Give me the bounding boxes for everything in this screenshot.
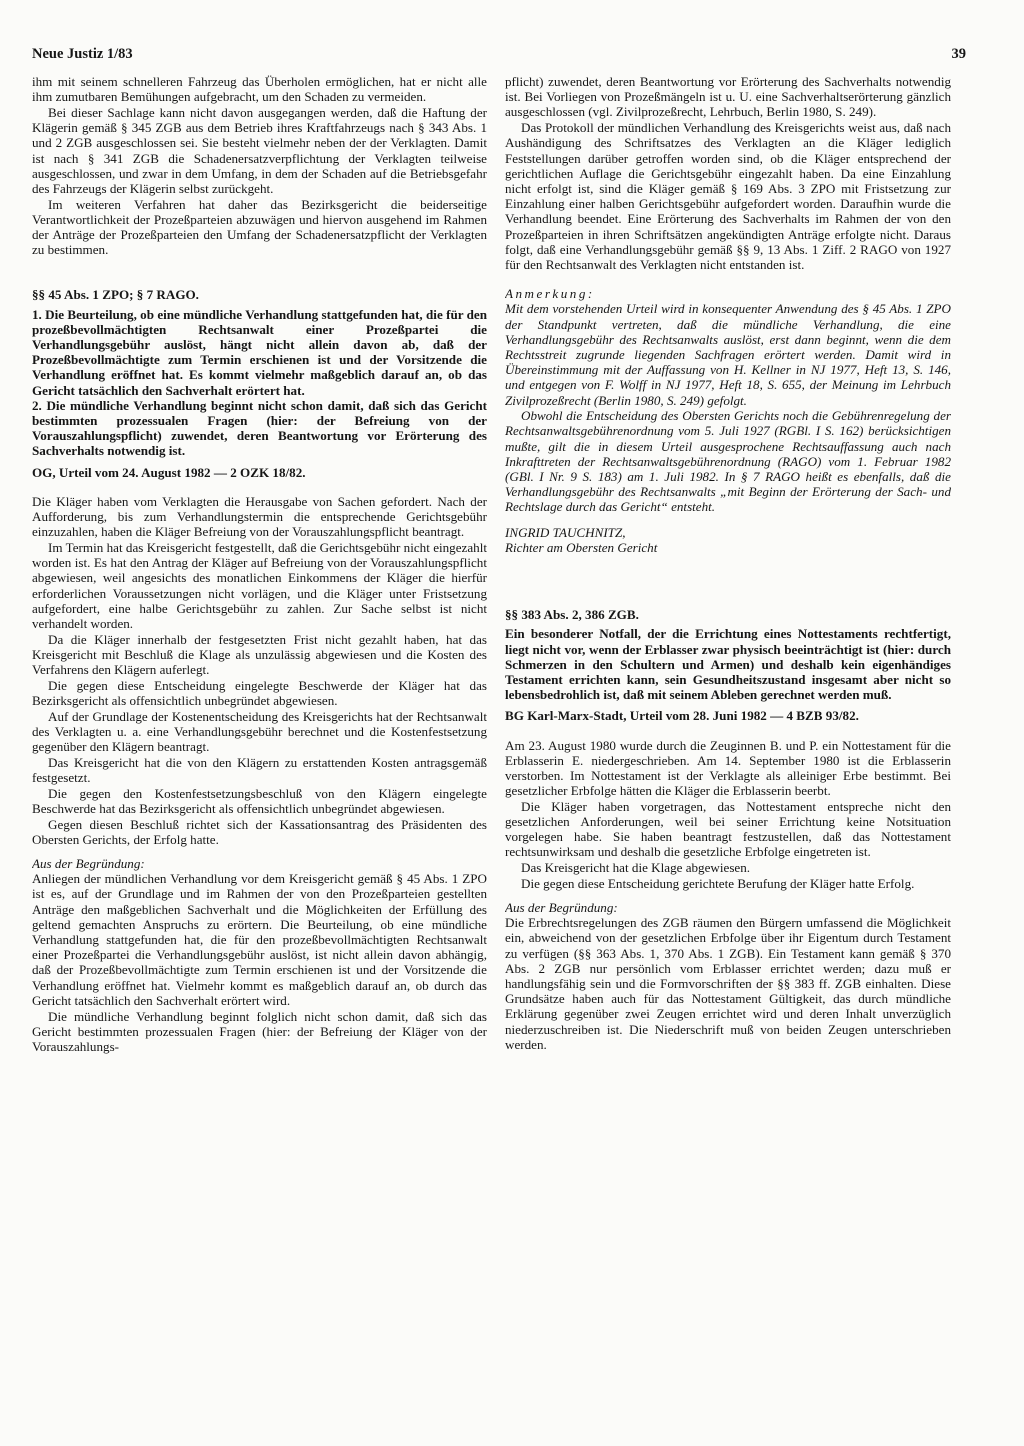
annotation-paragraph: Obwohl die Entscheidung des Obersten Gerichts noch die Gebührenregelung der Rechtsanwaltsgebührenordnung vom 5. Juli 1927 (RGBl. I S. 162) berücksichtigen mußte, gilt die in diesem Urteil ausgesprochene Rechtsauffassung auch nach Inkrafttreten der Rechtsanwaltsgebührenordnung (RAGO) vom 1. Februar 1982 (GBl. I Nr. 9 S. 183) am 1. Juli 1982. In § 7 RAGO heißt es ebenfalls, daß die Verhandlungsgebühr des Rechtsanwalts „mit Beginn der Erörterung der Sach- und Rechtslage durch das Gericht“ entsteht. [505,408,951,515]
paragraph: Gegen diesen Beschluß richtet sich der Kassationsantrag des Präsidenten des Obersten Gerichts, der Erfolg hatte. [32,816,487,847]
paragraph: Das Protokoll der mündlichen Verhandlung des Kreisgerichts weist aus, daß nach Aushändigung des Schriftsatzes des Verklagten an die Kläger lediglich Feststellungen darüber getroffen worden sind, ob die Kläger entsprechend der gerichtlichen Auflage die Gerichtsgebühr eingezahlt haben. Da eine Einzahlung nicht erfolgt ist, sind die Kläger gemäß § 169 Abs. 3 ZPO mit Fristsetzung zur Einzahlung einer halben Gerichtsgebühr aufgefordert worden. Daraufhin wurde die Verhandlung beendet. Eine Erörterung des Sachverhalts im Rahmen der von den Prozeßparteien in ihren Schriftsätzen angekündigten Anträge erfolgte nicht. Daraus folgt, daß eine Verhandlungsgebühr gemäß §§ 9, 13 Abs. 1 Ziff. 2 RAGO von 1927 für den Rechtsanwalt des Verklagten nicht entstanden ist. [505,120,951,272]
court-citation: OG, Urteil vom 24. August 1982 — 2 OZK 18/82. [32,464,306,480]
paragraph: Die Kläger haben vom Verklagten die Herausgabe von Sachen gefordert. Nach der Aufforderung, bis zum Verhandlungstermin die entsprechende Gerichtsgebühr einzuzahlen, haben die Kläger Befreiung von der Vorauszahlungspflicht beantragt. [32,493,487,540]
page-header [32,46,966,68]
page-number: 39 [951,46,966,62]
paragraph: Auf der Grundlage der Kostenentscheidung des Kreisgerichts hat der Rechtsanwalt des Verklagten u. a. eine Verhandlungsgebühr berechnet und die Kostenfestsetzung gegenüber den Klägern beantragt. [32,708,487,755]
paragraph: Die Kläger haben vorgetragen, das Nottestament entspreche nicht den gesetzlichen Anforderungen, weil bei seiner Errichtung keine Notsituation vorgelegen habe. Sie haben beantragt festzustellen, daß das Nottestament rechtsunwirksam und deshalb die gesetzliche Erbfolge eingetreten ist. [505,798,951,860]
court-citation: BG Karl-Marx-Stadt, Urteil vom 28. Juni 1982 — 4 BZB 93/82. [505,708,859,724]
section-heading: Aus der Begründung: [505,900,618,916]
author-name: INGRID TAUCHNITZ, [505,524,626,540]
paragraph: Das Kreisgericht hat die Klage abgewiesen. [521,860,751,876]
paragraph: Die mündliche Verhandlung beginnt folglich nicht schon damit, daß sich das Gericht bestimmten prozessualen Fragen (hier: der Befreiung der Kläger von der Vorauszahlungs- [32,1008,487,1054]
paragraph: Bei dieser Sachlage kann nicht davon ausgegangen werden, daß die Haftung der Klägerin gemäß § 345 ZGB aus dem Betrieb ihres Kraftfahrzeugs nach § 343 Abs. 1 und 2 ZGB ausgeschlossen sei. Sie besteht vielmehr neben der der Verklagten. Damit ist nach § 341 ZGB die Schadenersatzverpflichtung der Verklagten teilweise ausgeschlossen, und zwar in dem Umfang, in dem der Schaden auf die Betriebsgefahr des Fahrzeugs der Klägerin selbst zurückgeht. [32,104,487,196]
right-column [505,74,951,1374]
paragraph: pflicht) zuwendet, deren Beantwortung vor Erörterung des Sachverhalts notwendig ist. Bei Vorliegen von Prozeßmängeln ist u. U. eine Sachverhaltserörterung gänzlich ausgeschlossen (vgl. Zivilprozeßrecht, Lehrbuch, Berlin 1980, S. 249). [505,74,951,120]
paragraph: Die gegen diese Entscheidung gerichtete Berufung der Kläger hatte Erfolg. [521,875,915,891]
left-column [32,74,487,1374]
headnote: 1. Die Beurteilung, ob eine mündliche Verhandlung stattgefunden hat, die für den prozeßbevollmächtigten Rechtsanwalt einer Prozeßpartei die Verhandlungsgebühr auslöst, hängt nicht allein davon ab, daß der Prozeßbevollmächtigte zum Termin erschienen ist und der Vorsitzende die Verhandlung eröffnet hat. Es kommt vielmehr maßgeblich darauf an, ob das Gericht tatsächlich den Sachverhalt erörtert hat. [32,306,487,398]
author-role: Richter am Obersten Gericht [505,539,658,555]
paragraph: ihm mit seinem schnelleren Fahrzeug das Überholen ermöglichen, hat er nicht alle ihm zumutbaren Bemühungen aufgebracht, um den Schaden zu vermeiden. [32,74,487,105]
paragraph: Das Kreisgericht hat die von den Klägern zu erstattenden Kosten antragsgemäß festgesetzt. [32,754,487,786]
paragraph: Im Termin hat das Kreisgericht festgestellt, daß die Gerichtsgebühr nicht eingezahlt worden ist. Es hat den Antrag der Kläger auf Befreiung von der Vorauszahlungspflicht abgewiesen, weil angesichts des monatlichen Einkommens der Kläger die hierfür erforderlichen Voraussetzungen nicht vorlägen, und die Kläger unter Fristsetzung aufgefordert, eine halbe Gerichtsgebühr zu zahlen. Zur Sache selbst ist nicht verhandelt worden. [32,539,487,631]
headnote: Ein besonderer Notfall, der die Errichtung eines Nottestaments rechtfertigt, liegt nicht vor, wenn der Erblasser zwar physisch beeinträchtigt ist (hier: durch Schmerzen in den Schultern und Armen) und deshalb kein eigenhändiges Testament errichten kann, sein Gesundheitszustand insgesamt aber nicht so lebensbedrohlich ist, daß mit seinem Ableben gerechnet werden muß. [505,626,951,703]
journal-title: Neue Justiz 1/83 [32,46,133,62]
paragraph: Am 23. August 1980 wurde durch die Zeuginnen B. und P. ein Nottestament für die Erblasserin E. niedergeschrieben. Am 14. September 1980 ist die Erblasserin verstorben. Im Nottestament ist der Verklagte als alleiniger Erbe bestimmt. Bei gesetzlicher Erbfolge hätten die Kläger die Erblasserin beerbt. [505,737,951,799]
annotation-heading: Anmerkung: [505,286,595,302]
law-reference: §§ 45 Abs. 1 ZPO; § 7 RAGO. [32,287,199,303]
paragraph: Anliegen der mündlichen Verhandlung vor dem Kreisgericht gemäß § 45 Abs. 1 ZPO ist es, auf der Grundlage und im Rahmen der von den Prozeßparteien gestellten Anträge den maßgeblichen Sachverhalt und die Möglichkeiten der Erfüllung des geltend gemachten Anspruchs zu erörtern. Die Beurteilung, ob eine mündliche Verhandlung stattgefunden hat, die für den prozeßbevollmächtigten Rechtsanwalt einer Prozeßpartei die Verhandlungsgebühr auslöst, ist nicht allein davon abhängig, daß der Prozeßbevollmächtigte zum Termin erschienen ist und der Vorsitzende die Verhandlung eröffnet hat. Vielmehr kommt es maßgeblich darauf an, ob durch das Gericht tatsächlich den Sachverhalt erörtert wird. [32,871,487,1008]
paragraph: Die gegen diese Entscheidung eingelegte Beschwerde der Kläger hat das Bezirksgericht als offensichtlich unbegründet abgewiesen. [32,677,487,709]
law-reference: §§ 383 Abs. 2, 386 ZGB. [505,607,639,623]
annotation-paragraph: Mit dem vorstehenden Urteil wird in konsequenter Anwendung des § 45 Abs. 1 ZPO der Standpunkt vertreten, daß die mündliche Verhandlung, die eine Verhandlungsgebühr des Rechtsanwalts auslöst, erst dann beginnt, wenn die dem Rechtsstreit zugrunde liegenden Sachfragen erörtert werden. Damit wird in Übereinstimmung mit der Auffassung von H. Kellner in NJ 1977, Heft 13, S. 146, und entgegen von F. Wolff in NJ 1977, Heft 18, S. 655, der Meinung im Lehrbuch Zivilprozeßrecht (Berlin 1980, S. 249) gefolgt. [505,301,951,408]
paragraph: Da die Kläger innerhalb der festgesetzten Frist nicht gezahlt haben, hat das Kreisgericht mit Beschluß die Klage als unzulässig abgewiesen und die Kosten des Verfahrens den Klägern auferlegt. [32,631,487,678]
paragraph: Die Erbrechtsregelungen des ZGB räumen den Bürgern umfassend die Möglichkeit ein, abweichend von der gesetzlichen Erbfolge über ihr Eigentum durch Testament zu verfügen (§§ 363 Abs. 1, 370 Abs. 1 ZGB). Ein Testament kann gemäß § 370 Abs. 2 ZGB nur persönlich vom Erblasser errichtet werden; dazu muß er handlungsfähig sein und die Formvorschriften der §§ 383 ff. ZGB einhalten. Diese Grundsätze haben auch für das Nottestament Gültigkeit, das durch mündliche Erklärung gegenüber zwei Zeugen errichtet wird und deren Inhalt unverzüglich niederzuschreiben ist. Die Niederschrift muß von beiden Zeugen unterschrieben werden. [505,915,951,1052]
paragraph: Die gegen den Kostenfestsetzungsbeschluß von den Klägern eingelegte Beschwerde hat das Bezirksgericht als offensichtlich unbegründet abgewiesen. [32,785,487,816]
headnote: 2. Die mündliche Verhandlung beginnt nicht schon damit, daß sich das Gericht bestimmten prozessualen Fragen (hier: der Befreiung von der Vorauszahlungspflicht) zuwendet, deren Beantwortung vor Erörterung des Sachverhalts notwendig ist. [32,397,487,459]
paragraph: Im weiteren Verfahren hat daher das Bezirksgericht die beiderseitige Verantwortlichkeit der Prozeßparteien abzuwägen und hiervon ausgehend im Rahmen der Anträge der Prozeßparteien den Umfang der Schadenersatzpflicht der Verklagten zu bestimmen. [32,196,487,258]
section-heading: Aus der Begründung: [32,856,145,872]
